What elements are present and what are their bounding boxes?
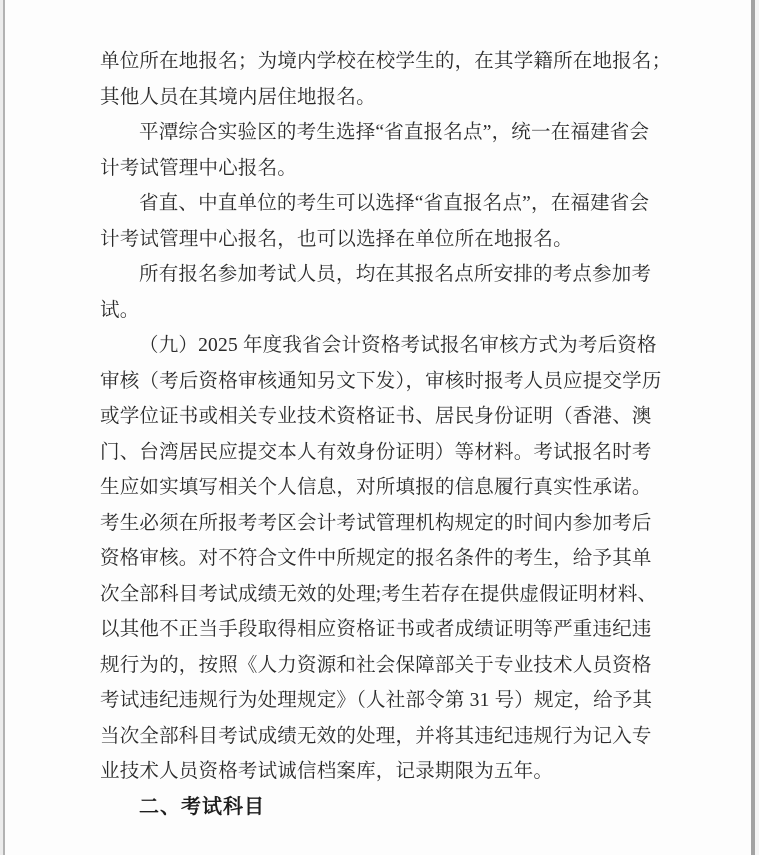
text-line: 计考试管理中心报名，也可以选择在单位所在地报名。 xyxy=(100,228,573,250)
text-line: 或学位证书或相关专业技术资格证书、居民身份证明（香港、澳 xyxy=(100,406,652,427)
text-line: 所有报名参加考试人员，均在其报名点所安排的考点参加考 xyxy=(139,264,652,285)
text-line: 考生必须在所报考考区会计考试管理机构规定的时间内参加考后 xyxy=(100,512,652,534)
text-line: 规行为的，按照《人力资源和社会保障部关于专业技术人员资格 xyxy=(100,654,652,676)
text-line: 业技术人员资格考试诚信档案库，记录期限为五年。 xyxy=(100,761,554,782)
text-line: 次全部科目考试成绩无效的处理;考生若存在提供虚假证明材料、 xyxy=(100,583,658,605)
text-line: 试。 xyxy=(100,299,140,321)
document-body xyxy=(100,44,710,825)
text-line: 以其他不正当手段取得相应资格证书或者成绩证明等严重违纪违 xyxy=(100,619,652,640)
text-line: 省直、中直单位的考生可以选择“省直报名点”，在福建省会 xyxy=(139,193,650,214)
text-line: 资格审核。对不符合文件中所规定的报名条件的考生，给予其单 xyxy=(100,548,652,569)
text-line: 单位所在地报名；为境内学校在校学生的，在其学籍所在地报名； xyxy=(100,51,672,72)
page-right-edge-shade xyxy=(755,0,759,855)
text-line: 审核（考后资格审核通知另文下发），审核时报考人员应提交学历 xyxy=(100,370,662,392)
text-line: （九）2025 年度我省会计资格考试报名审核方式为考后资格 xyxy=(139,335,657,356)
text-line: 计考试管理中心报名。 xyxy=(100,157,298,179)
text-line: 当次全部科目考试成绩无效的处理，并将其违纪违规行为记入专 xyxy=(100,725,652,747)
text-line: 生应如实填写相关个人信息，对所填报的信息履行真实性承诺。 xyxy=(100,477,652,498)
text-line: 考试违纪违规行为处理规定》（人社部令第 31 号）规定，给予其 xyxy=(100,690,653,711)
text-line: 平潭综合实验区的考生选择“省直报名点”，统一在福建省会 xyxy=(139,122,650,143)
text-line: 门、台湾居民应提交本人有效身份证明）等材料。考试报名时考 xyxy=(100,441,652,463)
section-heading: 二、考试科目 xyxy=(139,795,265,818)
page-left-edge-line xyxy=(3,0,5,855)
text-line: 其他人员在其境内居住地报名。 xyxy=(100,86,376,108)
